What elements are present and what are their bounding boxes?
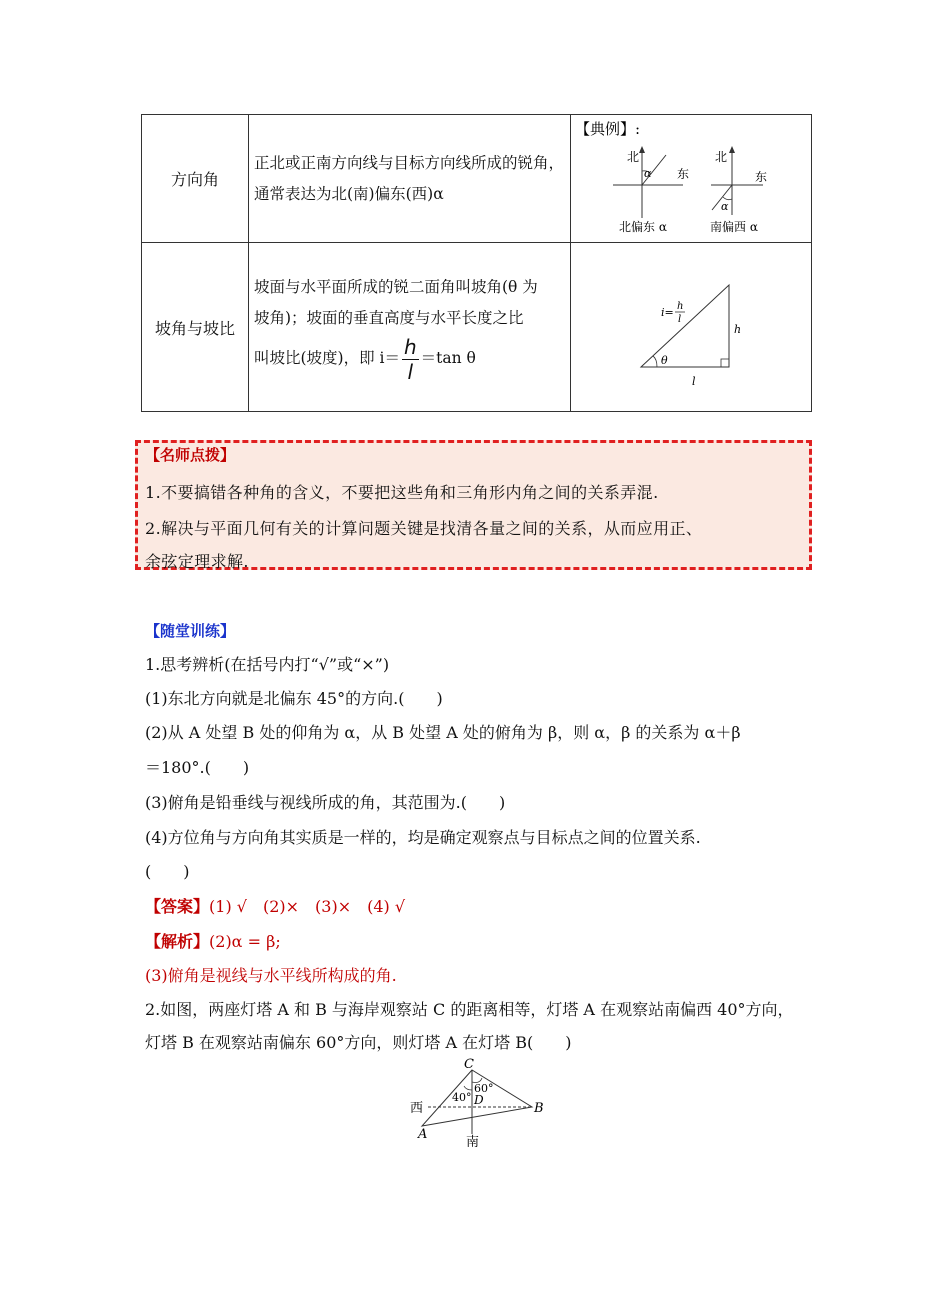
analysis-line (145, 929, 281, 952)
right-fig-angle-label: α (721, 200, 729, 213)
concept-table (141, 114, 812, 412)
practice-title: 【随堂训练】 (145, 622, 236, 640)
question-2a: 2.如图，两座灯塔 A 和 B 与海岸观察站 C 的距离相等，灯塔 A 在观察站南偏西 40°方向， (145, 1000, 794, 1019)
term-slope-angle: 坡角与坡比 (142, 243, 249, 412)
term-direction-angle: 方向角 (142, 115, 249, 243)
point-b-label: B (534, 1101, 544, 1116)
tip-line-2: 2.解决与平面几何有关的计算问题关键是找清各量之间的关系，从而应用正、 (145, 519, 703, 538)
slope-desc-line1: 坡面与水平面所成的锐二面角叫坡角(θ 为 (254, 278, 538, 296)
direction-angle-figure (571, 115, 811, 242)
question-1-4b: ( ) (145, 862, 190, 881)
left-fig-angle-label: α (644, 167, 652, 180)
slope-figure (571, 243, 811, 411)
tip-line-3: 余弦定理求解. (145, 552, 249, 571)
angle-40-label: 40° (452, 1091, 472, 1104)
slope-desc-line3 (254, 334, 570, 382)
direction-angle-figure-cell (571, 115, 812, 243)
length-label: l (692, 375, 696, 388)
ratio-numerator: h (677, 301, 684, 312)
ratio-denominator: l (678, 314, 682, 325)
answer-line (145, 894, 405, 917)
right-fig-north-label: 北 (715, 150, 728, 164)
analysis-text: (2)α = β; (209, 932, 281, 951)
example-label: 【典例】: (575, 120, 641, 138)
left-fig-east-label: 东 (677, 167, 690, 181)
fraction-numerator: h (403, 334, 417, 359)
west-label: 西 (410, 1101, 424, 1116)
slope-figure-cell (571, 243, 812, 412)
theta-label: θ (661, 354, 668, 367)
question-1-1: (1)东北方向就是北偏东 45°的方向.( ) (145, 689, 443, 708)
point-d-label: D (474, 1093, 484, 1107)
question-1-4a: (4)方位角与方向角其实质是一样的，均是确定观察点与目标点之间的位置关系. (145, 828, 701, 847)
ratio-i-label: i= (661, 306, 674, 319)
right-fig-caption: 南偏西 α (710, 220, 758, 234)
question-1: 1.思考辨析(在括号内打“√”或“×”) (145, 655, 390, 674)
direction-angle-description: 正北或正南方向线与目标方向线所成的锐角，通常表达为北(南)偏东(西)α (249, 115, 571, 243)
question-1-2b: ＝180°.( ) (145, 758, 250, 777)
point-c-label: C (464, 1057, 474, 1072)
analysis-line-2: (3)俯角是视线与水平线所构成的角. (145, 966, 397, 985)
slope-desc-line2: 坡角)；坡面的垂直高度与水平长度之比 (254, 309, 524, 327)
height-label: h (734, 323, 742, 336)
question-1-3: (3)俯角是铅垂线与视线所成的角，其范围为.( ) (145, 793, 506, 812)
question-2b: 灯塔 B 在观察站南偏东 60°方向，则灯塔 A 在灯塔 B( ) (145, 1033, 572, 1052)
slope-ratio-fraction (402, 334, 419, 384)
slope-description (249, 243, 571, 412)
table-row (142, 243, 812, 412)
south-label: 南 (466, 1135, 480, 1150)
answer-label: 【答案】 (145, 897, 210, 916)
question-1-2a: (2)从 A 处望 B 处的仰角为 α，从 B 处望 A 处的俯角为 β，则 α，β 的关系为 α＋β (145, 723, 741, 742)
right-fig-east-label: 东 (755, 170, 768, 184)
lighthouse-figure (400, 1056, 560, 1152)
table-row (142, 115, 812, 243)
point-a-label: A (418, 1127, 428, 1142)
left-fig-north-label: 北 (627, 150, 640, 164)
slope-desc-line3-post: ＝tan θ (420, 349, 476, 367)
angle-60-label: 60° (474, 1082, 494, 1095)
teacher-tip-title: 【名师点拨】 (145, 446, 236, 464)
answer-text: (1) √ (2)× (3)× (4) √ (209, 897, 406, 916)
tip-line-1: 1.不要搞错各种角的含义，不要把这些角和三角形内角之间的关系弄混. (145, 483, 659, 502)
fraction-denominator: l (407, 359, 414, 384)
analysis-label: 【解析】 (145, 932, 210, 951)
left-fig-caption: 北偏东 α (619, 220, 667, 234)
slope-desc-line3-pre: 叫坡比(坡度)，即 i＝ (254, 349, 400, 367)
